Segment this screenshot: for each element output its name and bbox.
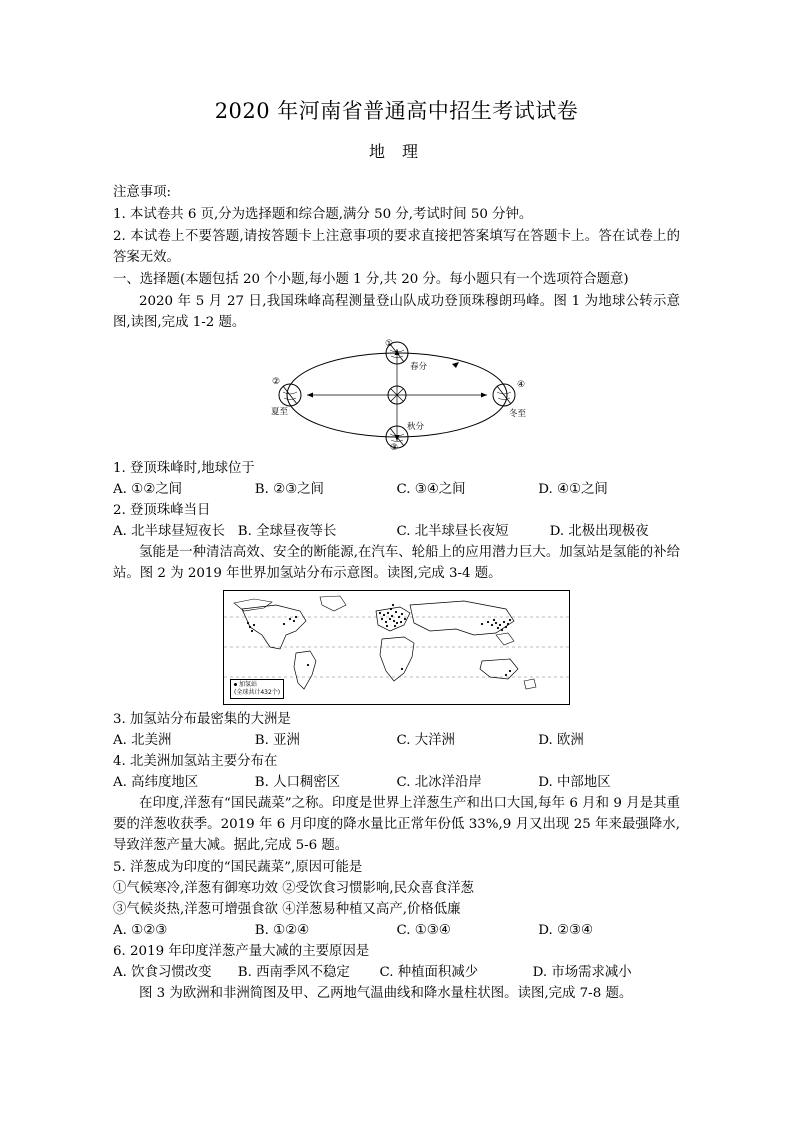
question-5-reasons-line-2: ③气候炎热,洋葱可增强食欲 ④洋葱易种植又高产,价格低廉 [113,902,461,917]
question-6-options [113,962,680,983]
q5-option-c[interactable]: C. ①③④ [396,923,451,938]
q4-option-b[interactable]: B. 人口稠密区 [254,775,341,790]
question-1-options [113,479,680,500]
q3-option-c[interactable]: C. 大洋洲 [396,733,455,748]
q3-option-a[interactable]: A. 北美洲 [113,733,172,748]
station-dot-icon [234,683,237,686]
legend-note: (全球共计432个) [234,689,281,696]
figure1-label-n2: ② [271,377,280,387]
question-1-stem: 1. 登顶珠峰时,地球位于 [113,461,255,476]
q4-option-d[interactable]: D. 中部地区 [538,775,611,790]
passage-3: 在印度,洋葱有“国民蔬菜”之称。印度是世界上洋葱生产和出口大国,每年 6 月和 9 月是其重要的洋葱收获季。2019 年 6 月印度的降水量比正常年份低 33%,9 月又出现 25 年来最强降水,导致洋葱产量大减。据此,完成 5-6 题。 [113,796,680,853]
question-3-options [113,730,680,751]
notice-item-1: 1. 本试卷共 6 页,分为选择题和综合题,满分 50 分,考试时间 50 分钟。 [113,207,533,222]
map-legend [230,679,284,699]
question-5-stem: 5. 洋葱成为印度的“国民蔬菜”,原因可能是 [113,860,363,875]
q5-option-d[interactable]: D. ②③④ [538,923,594,938]
world-map-frame [223,590,570,705]
question-4-options [113,772,680,793]
figure-1-earth-revolution [113,337,680,452]
q5-option-b[interactable]: B. ①②④ [254,923,310,938]
legend-title: 加氢站 [239,681,258,688]
q6-option-a[interactable]: A. 饮食习惯改变 [113,965,212,980]
section-one-heading: 一、选择题(本题包括 20 个小题,每小题 1 分,共 20 分。每小题只有一个选项符合题意) [113,272,629,287]
page-title: 2020 年河南省普通高中招生考试试卷 [214,99,579,123]
figure1-label-winter: 冬至 [508,409,526,419]
q4-option-c[interactable]: C. 北冰洋沿岸 [396,775,482,790]
passage-2: 氢能是一种清洁高效、安全的断能源,在汽车、轮船上的应用潜力巨大。加氢站是氢能的补给站。图 2 为 2019 年世界加氢站分布示意图。读图,完成 3-4 题。 [113,545,680,581]
q2-option-a[interactable]: A. 北半球昼短夜长 [113,524,225,539]
question-4-stem: 4. 北美洲加氢站主要分布在 [113,754,278,769]
notice-heading: 注意事项: [113,185,172,200]
figure1-label-n1: ① [384,339,393,349]
notice-item-2: 2. 本试卷上不要答题,请按答题卡上注意事项的要求直接把答案填写在答题卡上。答在试卷上的答案无效。 [113,229,680,265]
figure1-label-n3: ③ [389,443,398,452]
q3-option-d[interactable]: D. 欧洲 [538,733,584,748]
q6-option-d[interactable]: D. 市场需求减小 [532,965,632,980]
q3-option-b[interactable]: B. 亚洲 [254,733,300,748]
figure1-label-autumn: 秋分 [406,422,424,432]
q2-option-d[interactable]: D. 北极出现极夜 [549,524,649,539]
q4-option-a[interactable]: A. 高纬度地区 [113,775,199,790]
question-6-stem: 6. 2019 年印度洋葱产量大减的主要原因是 [113,944,370,959]
q5-option-a[interactable]: A. ①②③ [113,923,168,938]
q6-option-b[interactable]: B. 西南季风不稳定 [237,965,350,980]
question-5-reasons-line-1: ①气候寒冷,洋葱有御寒功效 ②受饮食习惯影响,民众喜食洋葱 [113,881,474,896]
figure-2-world-map [113,590,680,705]
subject-title: 地 理 [368,142,425,161]
legend-station-row [234,681,280,689]
q1-option-b[interactable]: B. ②③之间 [254,482,324,497]
q2-option-b[interactable]: B. 全球昼夜等长 [237,524,337,539]
earth-revolution-svg [247,337,547,452]
figure1-label-summer: 夏至 [270,407,288,417]
q1-option-a[interactable]: A. ①②之间 [113,482,182,497]
question-2-stem: 2. 登顶珠峰当日 [113,503,211,518]
figure1-label-n4: ④ [516,380,525,390]
q1-option-c[interactable]: C. ③④之间 [396,482,466,497]
q2-option-c[interactable]: C. 北半球昼长夜短 [396,524,509,539]
question-5-options [113,920,680,941]
passage-1: 2020 年 5 月 27 日,我国珠峰高程测量登山队成功登顶珠穆朗玛峰。图 1 为地球公转示意图,读图,完成 1-2 题。 [113,294,680,330]
q1-option-d[interactable]: D. ④①之间 [538,482,608,497]
passage-4: 图 3 为欧洲和非洲简图及甲、乙两地气温曲线和降水量柱状图。读图,完成 7-8 题。 [139,986,633,1001]
question-3-stem: 3. 加氢站分布最密集的大洲是 [113,712,291,727]
figure1-label-spring: 春分 [409,362,427,372]
question-2-options [113,521,680,542]
q6-option-c[interactable]: C. 种植面积减少 [379,965,479,980]
